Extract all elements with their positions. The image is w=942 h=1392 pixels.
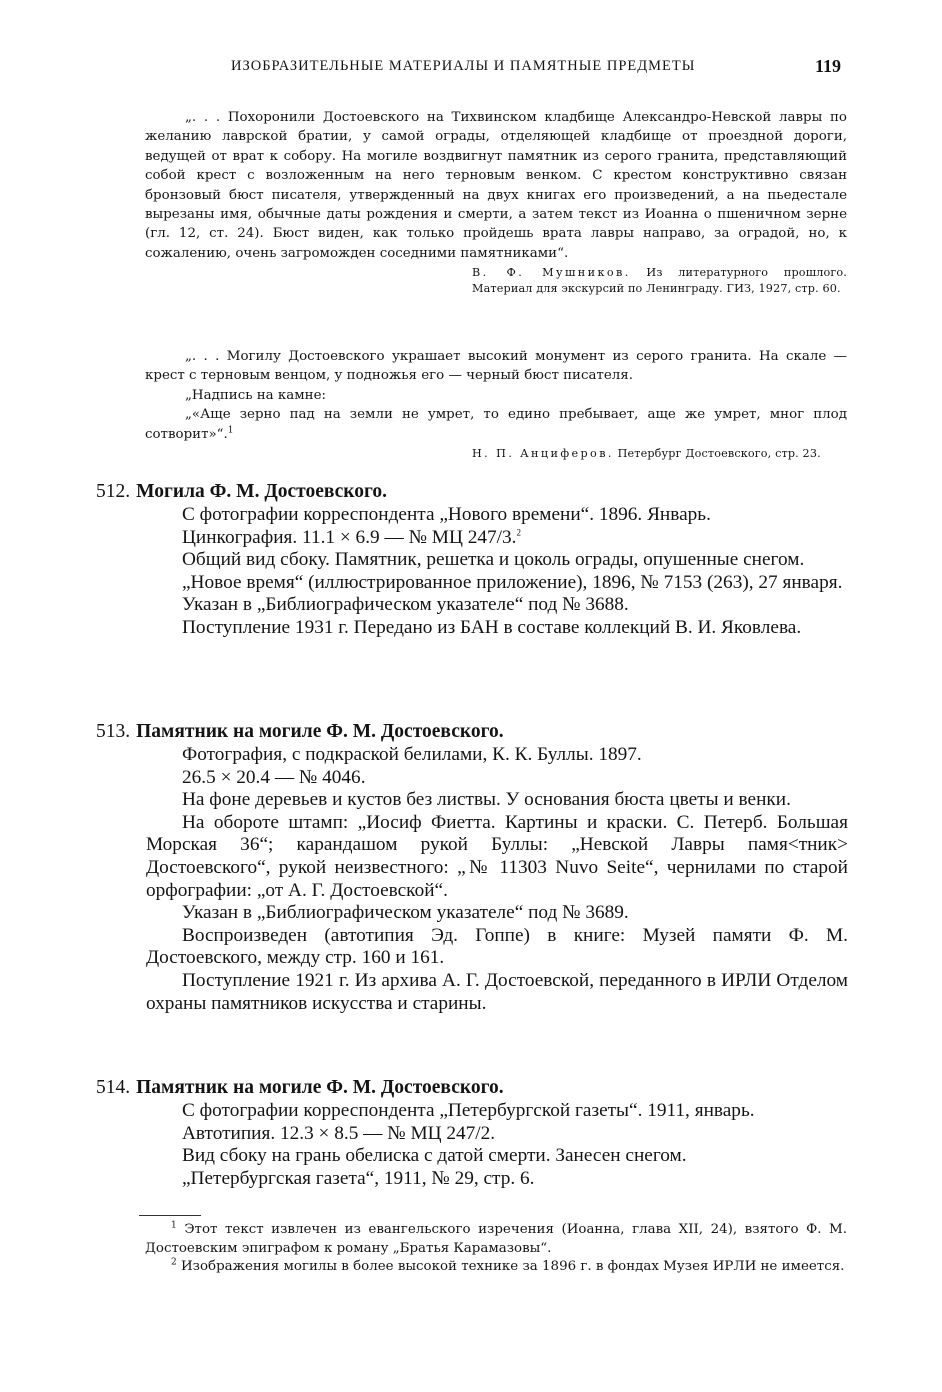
catalog-entry-513 (96, 720, 848, 1015)
entry-paragraph: „Петербургская газета“, 1911, № 29, стр. 6. (182, 1167, 535, 1189)
quote-text-2: „Надпись на камне: (185, 387, 327, 403)
entry-paragraph: Общий вид сбоку. Памятник, решетка и цоколь ограды, опушенные снегом. (182, 549, 805, 571)
entry-heading: Могила Ф. М. Достоевского. (136, 481, 388, 502)
entry-number: 514. (96, 1077, 131, 1098)
entry-body (146, 744, 848, 1015)
entry-title (96, 480, 848, 504)
entry-heading: Памятник на могиле Ф. М. Достоевского. (136, 721, 504, 742)
entry-paragraph: „Новое время“ (иллюстрированное приложение), 1896, № 7153 (263), 27 января. (182, 571, 843, 593)
entry-paragraph: Поступление 1931 г. Передано из БАН в составе коллекций В. И. Яковлева. (182, 616, 802, 638)
entry-title (96, 720, 848, 744)
entry-number: 513. (96, 721, 131, 742)
entry-number: 512. (96, 481, 131, 502)
footnote-2 (145, 1258, 847, 1277)
entry-heading: Памятник на могиле Ф. М. Достоевского. (136, 1077, 504, 1098)
entry-paragraph: На обороте штамп: „Иосиф Фиетта. Картины и краски. С. Петерб. Большая Морская 36“; карандашом рукой Буллы: „Невской Лавры памя<тник> Достоевского“, рукой неизвестного: „№ 11303 Nuvo Seite“, чернилами по старой орфографии: „от А. Г. Достоевской“. (146, 811, 848, 901)
quote-inscription: „«Аще зерно пад на земли не умрет, то едино пребывает, аще же умрет, мног плод сотворит»“. (145, 407, 847, 442)
source-author: В. Ф. Мушников. (472, 266, 631, 280)
source-author: Н. П. Анциферов. (472, 447, 614, 461)
running-title: ИЗОБРАЗИТЕЛЬНЫЕ МАТЕРИАЛЫ И ПАМЯТНЫЕ ПРЕДМЕТЫ (231, 58, 696, 74)
source-details: Петербург Достоевского, стр. 23. (617, 447, 821, 461)
entry-paragraph: Поступление 1921 г. Из архива А. Г. Достоевской, переданного в ИРЛИ Отделом охраны памятников искусства и старины. (146, 969, 848, 1014)
entry-paragraph: Указан в „Библиографическом указателе“ под № 3689. (182, 902, 629, 924)
entry-paragraph: Фотография, с подкраской белилами, К. К. Буллы. 1897. (182, 744, 642, 765)
entry-title (96, 1076, 848, 1100)
footnote-1 (145, 1221, 847, 1258)
quote-text-1: „. . . Могилу Достоевского украшает высокий монумент из серого гранита. На скале — крест с терновым венцом, у подножья его — черный бюст писателя. (145, 349, 847, 384)
footnote-text: Этот текст извлечен из евангельского изречения (Иоанна, глава XII, 24), взятого Ф. М. Достоевским эпиграфом к роману „Братья Карамазовы“. (145, 1222, 847, 1256)
entry-paragraph: Вид сбоку на грань обелиска с датой смерти. Занесен снегом. (182, 1145, 687, 1167)
source-details: Из литературного прошлого. Материал для экскурсий по Ленинграду. ГИЗ, 1927, стр. 60. (472, 266, 847, 296)
footnote-mark: 1 (171, 1220, 177, 1231)
footnote-mark: 2 (171, 1257, 177, 1268)
quote-source (472, 265, 847, 297)
entry-paragraph-text: Цинкография. 11.1 × 6.9 — № МЦ 247/3. (182, 526, 517, 548)
quote-antsiferov (145, 347, 847, 462)
entry-paragraph: Воспроизведен (автотипия Эд. Гоппе) в книге: Музей памяти Ф. М. Достоевского, между стр. 160 и 161. (146, 924, 848, 969)
page-header (0, 56, 942, 80)
footnote-ref-2[interactable]: 2 (516, 527, 521, 538)
quote-text-3 (145, 405, 847, 444)
entry-paragraph: С фотографии корреспондента „Нового времени“. 1896. Январь. (182, 504, 711, 525)
page-number: 119 (815, 56, 842, 76)
entry-body (146, 1100, 848, 1190)
footnote-text: Изображения могилы в более высокой технике за 1896 г. в фондах Музея ИРЛИ не имеется. (181, 1259, 845, 1274)
quote-text: „. . . Похоронили Достоевского на Тихвинском кладбище Александро-Невской лавры по желанию лаврской братии, у самой ограды, отделяющей кладбище от проездной дороги, ведущей от врат к собору. На могиле воздвигнут памятник из серого гранита, представляющий собой крест с возложенным на него терновым венком. С крестом конструктивно связан бронзовый бюст писателя, утвержденный на двух книгах его произведений, а на пьедестале вырезаны имя, обычные даты рождения и смерти, а затем текст из Иоанна о пшеничном зерне (гл. 12, ст. 24). Бюст виден, как только пройдешь врата лавры направо, за оградой, но, к сожалению, очень загроможден соседними памятниками“. (145, 110, 847, 261)
entry-paragraph (146, 527, 848, 550)
catalog-entry-512 (96, 480, 848, 640)
entry-paragraph: 26.5 × 20.4 — № 4046. (182, 766, 366, 788)
entry-body (146, 504, 848, 640)
quote-mushnikov (145, 108, 847, 297)
catalog-entry-514 (96, 1076, 848, 1190)
quote-source (472, 446, 847, 462)
entry-paragraph: На фоне деревьев и кустов без листвы. У основания бюста цветы и венки. (182, 789, 791, 811)
footnote-ref-1[interactable]: 1 (227, 425, 234, 436)
entry-paragraph: Автотипия. 12.3 × 8.5 — № МЦ 247/2. (182, 1122, 496, 1144)
entry-paragraph: Указан в „Библиографическом указателе“ под № 3688. (182, 594, 629, 616)
footnote-divider (139, 1215, 201, 1216)
entry-paragraph: С фотографии корреспондента „Петербургской газеты“. 1911, январь. (182, 1100, 755, 1121)
footnotes (145, 1221, 847, 1277)
